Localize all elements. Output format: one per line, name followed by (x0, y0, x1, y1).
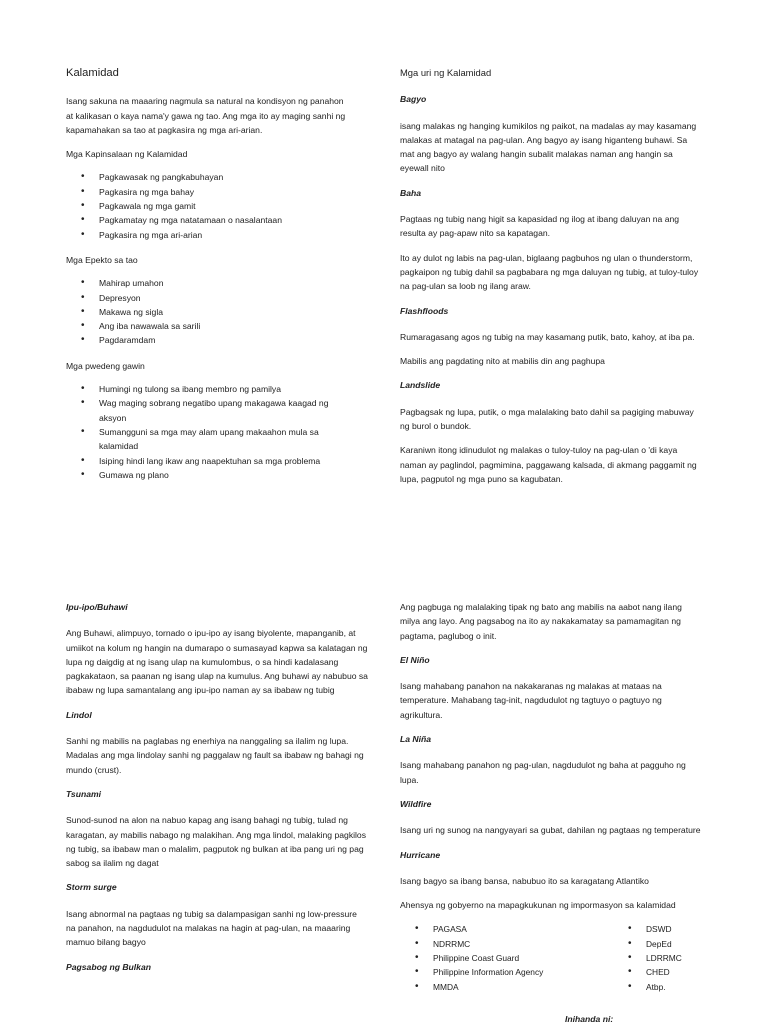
list-item: • Sumangguni sa mga may alam upang makaahon mula sa kalamidad (99, 425, 348, 454)
gawin-heading: Mga pwedeng gawin (66, 360, 145, 371)
list-item: • CHED (646, 965, 682, 979)
lindol-heading: Lindol (66, 709, 92, 720)
list-item: • Isiping hindi lang ikaw ang naapektuhan sa mga problema (99, 454, 348, 468)
list-item: • Ang iba nawawala sa sarili (99, 319, 348, 333)
list-item: • DepEd (646, 937, 682, 951)
gawin-list (66, 382, 348, 482)
agencies-left-list (400, 922, 613, 993)
list-item: • Pagkasira ng mga bahay (99, 185, 348, 199)
list-item: • Philippine Information Agency (433, 965, 613, 979)
column-top-left (66, 60, 348, 493)
uri-heading: Mga uri ng Kalamidad (400, 67, 492, 78)
epekto-heading: Mga Epekto sa tao (66, 254, 138, 265)
column-bottom-right (400, 600, 702, 994)
flashfloods-heading: Flashfloods (400, 305, 449, 316)
baha-paragraph-2: Ito ay dulot ng labis na pag-ulan, biglaang pagbuhos ng ulan o thunderstorm, pagkaipon ng tubig dahil sa pagbabara ng mga daluyan ng tubig, at tuloy-tuloy na pag-ulan sa loob ng ilang araw. (400, 252, 699, 292)
bagyo-heading: Bagyo (400, 94, 427, 105)
epekto-list (66, 276, 348, 347)
list-item: • Atbp. (646, 980, 682, 994)
list-item: • Humingi ng tulong sa ibang membro ng pamilya (99, 382, 348, 396)
wildfire-heading: Wildfire (400, 798, 432, 809)
column-bottom-left (66, 600, 368, 986)
page-title: Kalamidad (66, 67, 119, 79)
kapinsalaan-list (66, 170, 348, 241)
prepared-by-label: Inihanda ni: (565, 1014, 614, 1024)
list-item: • NDRRMC (433, 937, 613, 951)
agencies-right-list (613, 922, 682, 993)
list-item: • PAGASA (433, 922, 613, 936)
list-item: • LDRRMC (646, 951, 682, 965)
list-item: • Pagkawasak ng pangkabuhayan (99, 170, 348, 184)
tsunami-heading: Tsunami (66, 788, 102, 799)
storm-surge-paragraph: Isang abnormal na pagtaas ng tubig sa dalampasigan sanhi ng low-pressure na panahon, na nagdudulot na malakas na hagin at pag-ulan, na maaaring mamuo bilang bagyo (66, 908, 357, 948)
tsunami-paragraph: Sunod-sunod na alon na nabuo kapag ang isang bahagi ng tubig, tulad ng karagatan, ay mabilis nabago ng malakihan. Ang mga lindol, malaking pagkilos ng tubig, sa ibabaw man o malalim, pagputok ng bulkan at iba pang uri ng pag sabog sa ilalim ng dagat (66, 815, 367, 869)
list-item: • Wag maging sobrang negatibo upang makagawa kaagad ng aksyon (99, 396, 348, 425)
el-nino-paragraph: Isang mahabang panahon na nakakaranas ng malakas at mataas na temperature. Mahabang tag-init, nagdudulot ng tagtuyo o pagtuyo ng agrikultura. (400, 681, 662, 720)
list-item: • Gumawa ng plano (99, 468, 348, 482)
column-top-right (400, 60, 702, 496)
intro-paragraph: Isang sakuna na maaaring nagmula sa natural na kondisyon ng panahon at kalikasan o kaya nama'y gawa ng tao. Ang mga ito ay maging sanhi ng kapamahakan sa tao at pagkasira ng mga ari-arian. (66, 96, 346, 135)
flashfloods-paragraph-1: Rumaragasang agos ng tubig na may kasamang putik, bato, kahoy, at iba pa. (400, 331, 695, 342)
hurricane-paragraph: Isang bagyo sa ibang bansa, nabubuo ito sa karagatang Atlantiko (400, 875, 649, 886)
landslide-heading: Landslide (400, 380, 441, 391)
list-item: • Pagdaramdam (99, 333, 348, 347)
list-item: • Mahirap umahon (99, 276, 348, 290)
list-item: • Pagkamatay ng mga natatamaan o nasalantaan (99, 213, 348, 227)
ahensya-heading: Ahensya ng gobyerno na mapagkukunan ng impormasyon sa kalamidad (400, 900, 676, 911)
lindol-paragraph: Sanhi ng mabilis na paglabas ng enerhiya na nanggaling sa ilalim ng lupa. Madalas ang mga lindolay sanhi ng paggalaw ng fault sa ibabaw ng bahagi ng mundo (crust). (66, 736, 364, 775)
list-item: • Philippine Coast Guard (433, 951, 613, 965)
list-item: • Makawa ng sigla (99, 305, 348, 319)
list-item: • MMDA (433, 980, 613, 994)
storm-surge-heading: Storm surge (66, 882, 117, 893)
el-nino-heading: El Niño (400, 654, 430, 665)
pagsabog-paragraph: Ang pagbuga ng malalaking tipak ng bato ang mabilis na aabot nang ilang milya ang layo. Ang pagsabog na ito ay nakakamatay sa pamamagitan ng pagtama, paglubog o init. (400, 602, 682, 641)
landslide-paragraph-2: Karaniwn itong idinudulot ng malakas o tuloy-tuloy na pag-ulan o 'di kaya naman ay paglindol, pagmimina, paggawang kalsada, di akmang paggamit ng lupa, pagputol ng mga puno sa kagubatan. (400, 445, 697, 484)
agencies-list (400, 922, 702, 993)
list-item: • Pagkasira ng mga ari-arian (99, 228, 348, 242)
list-item: • DSWD (646, 922, 682, 936)
ipu-ipo-paragraph: Ang Buhawi, alimpuyo, tornado o ipu-ipo ay isang biyolente, mapanganib, at umiikot na kolum ng hangin na dumarapo o sumasayad kapwa sa kalatagan ng lupa ng daigdig at ng isang ulap na kumulombus, o sa hindi kadalasang pagkakataon, sa paanan ng isang ulap na kumulus. Ang buhawi ay nabubuo sa ibabaw ng lupa samantalang ang ipu-ipo naman ay sa ibabaw ng tubig (66, 628, 368, 696)
flashfloods-paragraph-2: Mabilis ang pagdating nito at mabilis din ang paghupa (400, 356, 605, 367)
baha-heading: Baha (400, 187, 422, 198)
pagsabog-heading: Pagsabog ng Bulkan (66, 961, 151, 972)
baha-paragraph-1: Pagtaas ng tubig nang higit sa kapasidad ng ilog at ibang daluyan na ang resulta ay pag-apaw nito sa kapatagan. (400, 214, 680, 239)
hurricane-heading: Hurricane (400, 849, 441, 860)
landslide-paragraph-1: Pagbagsak ng lupa, putik, o mga malalaking bato dahil sa pagiging mabuway ng burol o bundok. (400, 406, 694, 432)
kapinsalaan-heading: Mga Kapinsalaan ng Kalamidad (66, 149, 188, 160)
list-item: • Depresyon (99, 291, 348, 305)
ipu-ipo-heading: Ipu-ipo/Buhawi (66, 602, 128, 612)
bagyo-paragraph: isang malakas ng hanging kumikilos ng paikot, na madalas ay may kasamang malakas at matagal na pag-ulan. Ang bagyo ay isang higanteng buhawi. Sa mat ang bagyo ay walang hangin subalit malakas naman ang hangin sa eyewall nito (400, 120, 697, 174)
list-item: • Pagkawala ng mga gamit (99, 199, 348, 213)
la-nina-paragraph: Isang mahabang panahon ng pag-ulan, nagdudulot ng baha at pagguho ng lupa. (400, 760, 686, 785)
wildfire-paragraph: Isang uri ng sunog na nangyayari sa gubat, dahilan ng pagtaas ng temperature (400, 825, 701, 836)
la-nina-heading: La Niña (400, 734, 432, 745)
